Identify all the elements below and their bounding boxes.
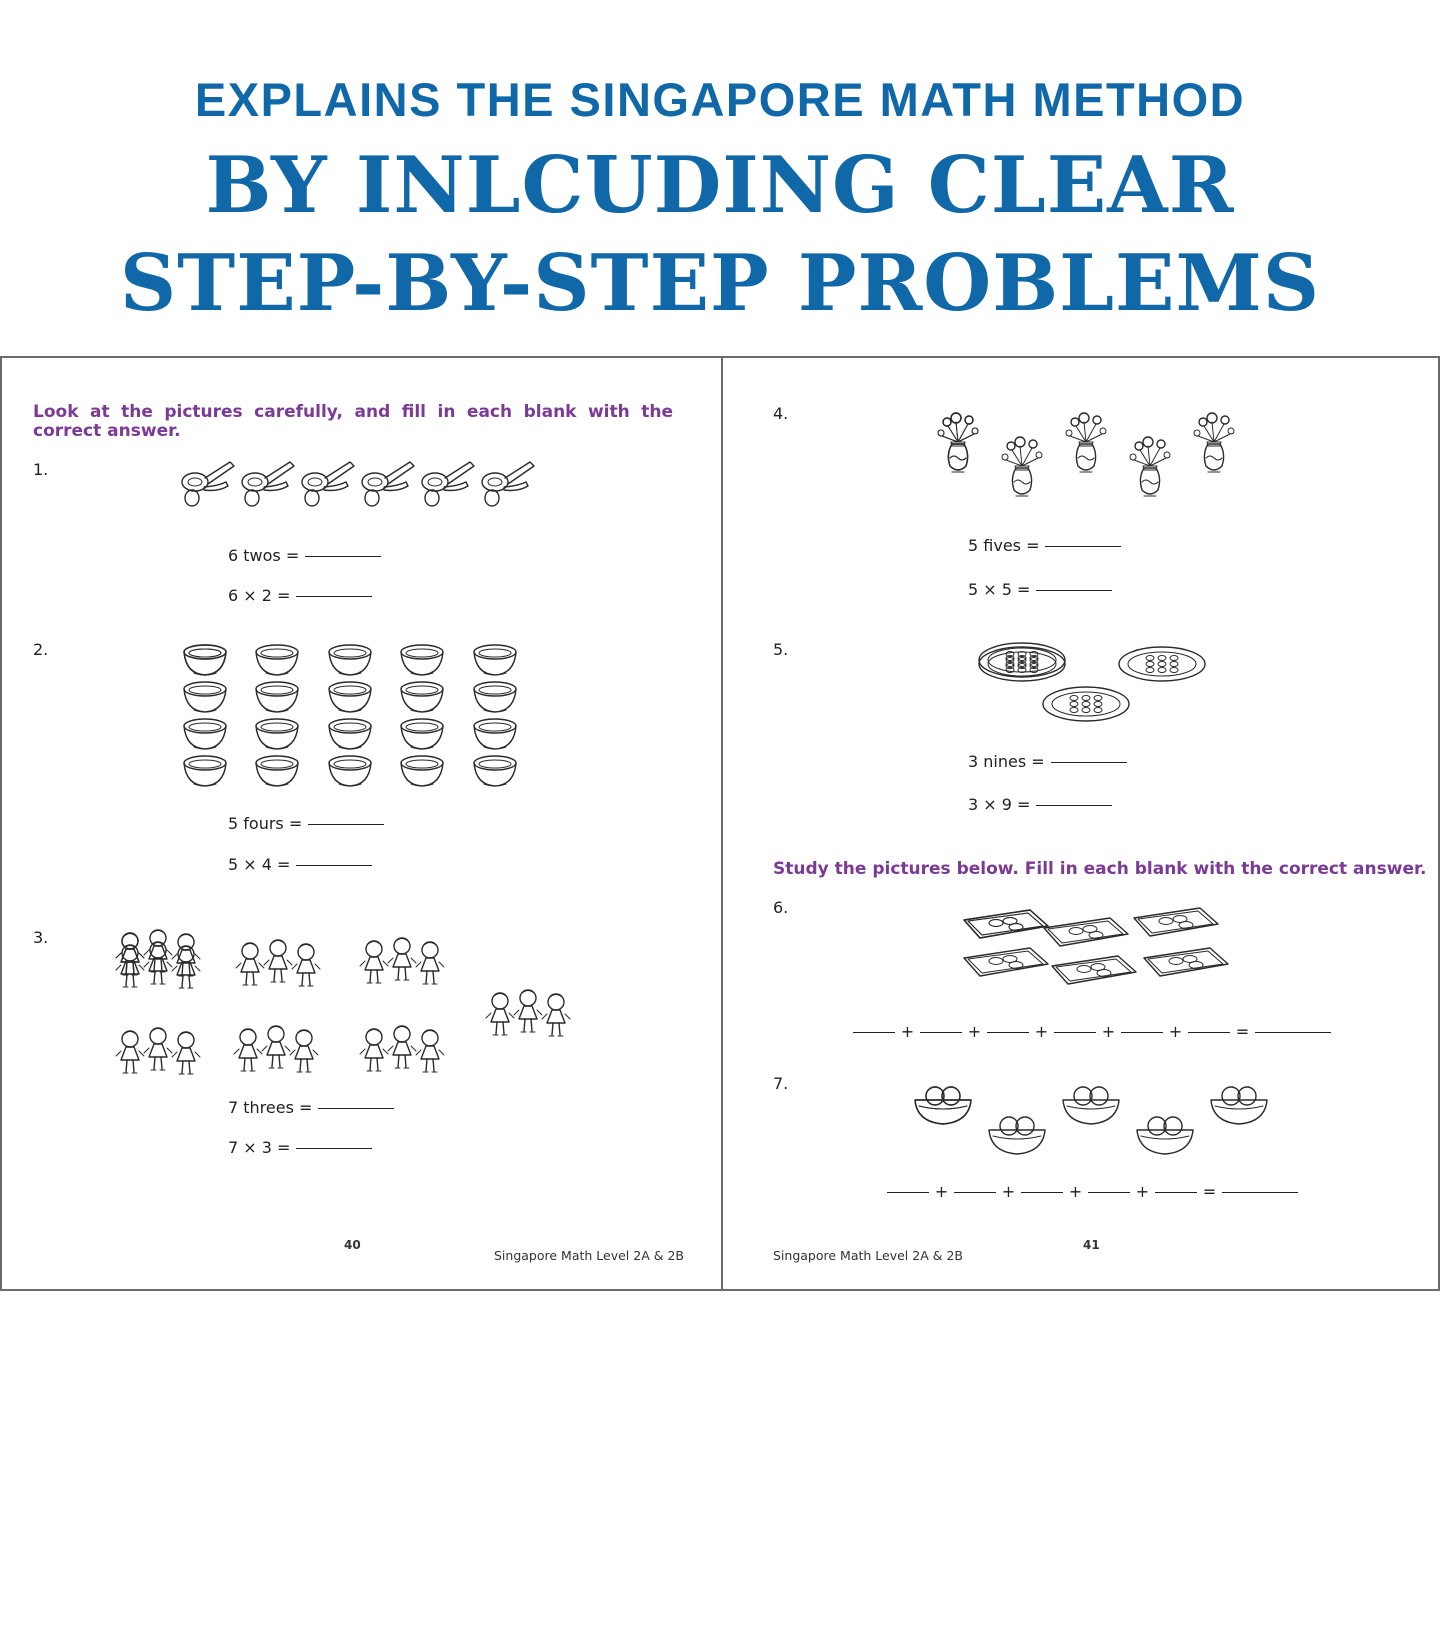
page-number-left: 40 [344, 1238, 361, 1252]
header-line-3: STEP-BY-STEP PROBLEMS [119, 238, 1321, 329]
left-page [2, 358, 721, 1289]
three-plates-of-cookies-icon [978, 640, 1208, 730]
footer-right: Singapore Math Level 2A & 2B [773, 1248, 963, 1263]
problem-2-eq1-text: 5 fours = [228, 814, 303, 833]
plus-sign: + [900, 1022, 915, 1041]
answer-blank[interactable] [1036, 805, 1112, 806]
problem-3-eq2-text: 7 × 3 = [228, 1138, 291, 1157]
problem-5-eq2 [968, 795, 1112, 814]
problem-3-eq1-text: 7 threes = [228, 1098, 313, 1117]
addend-blank[interactable] [1121, 1032, 1163, 1033]
problem-1-eq1 [228, 546, 381, 565]
problem-4-eq1 [968, 536, 1121, 555]
answer-blank[interactable] [296, 1148, 372, 1149]
right-instruction: Study the pictures below. Fill in each blank with the correct answer. [773, 859, 1427, 879]
problem-6-sum [853, 1022, 1331, 1041]
addend-blank[interactable] [1188, 1032, 1230, 1033]
problem-3-eq2 [228, 1138, 372, 1157]
plus-sign: + [1068, 1182, 1083, 1201]
answer-blank[interactable] [1051, 762, 1127, 763]
problem-2-eq1 [228, 814, 384, 833]
problem-4-eq1-text: 5 fives = [968, 536, 1040, 555]
plus-sign: + [1034, 1022, 1049, 1041]
addend-blank[interactable] [920, 1032, 962, 1033]
problem-3-eq1 [228, 1098, 394, 1117]
problem-number-3: 3. [33, 928, 49, 947]
answer-blank[interactable] [296, 865, 372, 866]
six-spoons-icon [178, 454, 528, 514]
answer-blank[interactable] [296, 596, 372, 597]
page-number-right: 41 [1083, 1238, 1100, 1252]
plus-sign: + [1168, 1022, 1183, 1041]
addend-blank[interactable] [1155, 1192, 1197, 1193]
plus-sign: + [1001, 1182, 1016, 1201]
problem-4-eq2-text: 5 × 5 = [968, 580, 1031, 599]
answer-blank[interactable] [1045, 546, 1121, 547]
problem-number-7: 7. [773, 1074, 789, 1093]
seven-groups-of-three-children-icon [118, 932, 588, 1092]
problem-1-eq1-text: 6 twos = [228, 546, 300, 565]
addend-blank[interactable] [887, 1192, 929, 1193]
problem-5-eq2-text: 3 × 9 = [968, 795, 1031, 814]
problem-number-5: 5. [773, 640, 789, 659]
answer-blank[interactable] [1036, 590, 1112, 591]
addend-blank[interactable] [987, 1032, 1029, 1033]
problem-7-sum [887, 1182, 1298, 1201]
problem-2-eq2 [228, 855, 372, 874]
problem-number-4: 4. [773, 404, 789, 423]
five-bowls-of-fruit-icon [913, 1086, 1273, 1166]
equals-sign: = [1235, 1022, 1250, 1041]
six-trays-of-muffins-icon [958, 902, 1258, 997]
five-flower-vases-icon [938, 402, 1258, 512]
addend-blank[interactable] [853, 1032, 895, 1033]
answer-blank[interactable] [318, 1108, 394, 1109]
problem-1-eq2 [228, 586, 372, 605]
problem-5-eq1-text: 3 nines = [968, 752, 1045, 771]
workbook-spread [0, 356, 1440, 1291]
addend-blank[interactable] [1021, 1192, 1063, 1193]
answer-blank[interactable] [308, 824, 384, 825]
problem-5-eq1 [968, 752, 1127, 771]
addend-blank[interactable] [1054, 1032, 1096, 1033]
left-instruction: Look at the pictures carefully, and fill in each blank with the correct answer. [33, 402, 673, 441]
problem-4-eq2 [968, 580, 1112, 599]
problem-1-eq2-text: 6 × 2 = [228, 586, 291, 605]
addend-blank[interactable] [954, 1192, 996, 1193]
addend-blank[interactable] [1088, 1192, 1130, 1193]
problem-2-eq2-text: 5 × 4 = [228, 855, 291, 874]
header-line-2: BY INLCUDING CLEAR [205, 140, 1235, 231]
problem-number-2: 2. [33, 640, 49, 659]
equals-sign: = [1202, 1182, 1217, 1201]
problem-number-6: 6. [773, 898, 789, 917]
footer-left: Singapore Math Level 2A & 2B [494, 1248, 684, 1263]
answer-blank[interactable] [305, 556, 381, 557]
plus-sign: + [1101, 1022, 1116, 1041]
header-line-1: EXPLAINS THE SINGAPORE MATH METHOD [194, 73, 1246, 126]
right-page [723, 358, 1438, 1289]
plus-sign: + [967, 1022, 982, 1041]
problem-number-1: 1. [33, 460, 49, 479]
sum-blank[interactable] [1255, 1032, 1331, 1033]
twenty-bowls-icon [182, 644, 522, 796]
plus-sign: + [1135, 1182, 1150, 1201]
sum-blank[interactable] [1222, 1192, 1298, 1193]
plus-sign: + [934, 1182, 949, 1201]
